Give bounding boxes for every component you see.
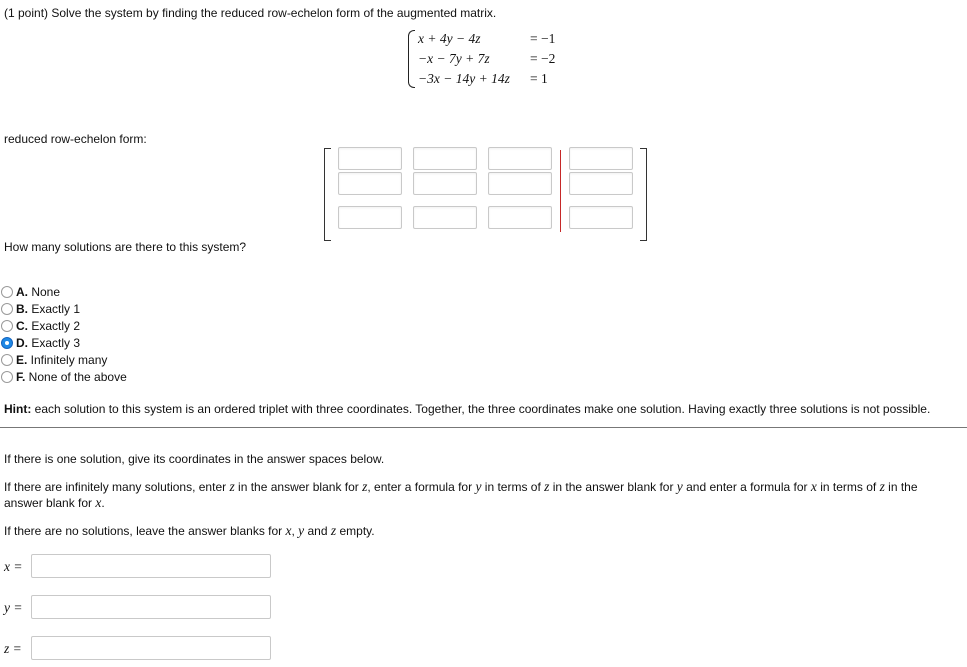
option-d-label[interactable]: [16, 336, 80, 350]
text: in the answer blank for: [549, 480, 677, 494]
matrix-cell-r3-c2[interactable]: [413, 206, 477, 229]
matrix-cell-r1-c4[interactable]: [569, 147, 633, 170]
option-letter: D.: [16, 336, 28, 350]
rref-label: reduced row-echelon form:: [4, 132, 147, 146]
equation-1-rhs: = −1: [530, 31, 556, 46]
matrix-cell-r2-c1[interactable]: [338, 172, 402, 195]
var: z: [362, 479, 368, 494]
equation-2-lhs: −x − 7y + 7z: [418, 51, 490, 66]
x-label: x =: [4, 559, 23, 574]
var: z: [229, 479, 235, 494]
matrix-cell-r1-c3[interactable]: [488, 147, 552, 170]
instruction-infinite: [4, 479, 944, 511]
var: z: [330, 523, 337, 538]
option-text: Infinitely many: [27, 353, 108, 367]
hint-text: each solution to this system is an ordered triplet with three coordinates. Together, the three coordinates make one solution. Having exactly three solutions is not possible.: [31, 402, 931, 416]
problem-header: (1 point) Solve the system by finding the reduced row-echelon form of the augmented matrix.: [4, 6, 497, 20]
option-b-label[interactable]: [16, 302, 80, 316]
radio-option-c[interactable]: [1, 320, 13, 332]
matrix-cell-r3-c4[interactable]: [569, 206, 633, 229]
text: and: [304, 524, 331, 538]
var: z: [544, 479, 550, 494]
left-brace: [408, 30, 415, 88]
hint-label: Hint:: [4, 402, 32, 416]
question-label: How many solutions are there to this system?: [4, 240, 247, 254]
option-text: None of the above: [25, 370, 127, 384]
matrix-cell-r1-c2[interactable]: [413, 147, 477, 170]
text: in the answer blank for: [234, 480, 363, 494]
matrix-right-bracket: [640, 148, 647, 241]
option-e-label[interactable]: [16, 353, 107, 367]
matrix-cell-r2-c4[interactable]: [569, 172, 633, 195]
equation-2-rhs: = −2: [530, 51, 556, 66]
option-text: Exactly 1: [28, 302, 81, 316]
var: y: [298, 523, 305, 538]
option-f-label[interactable]: [16, 370, 127, 384]
z-label: z =: [4, 641, 22, 656]
var: x: [810, 479, 817, 494]
divider: [0, 427, 967, 428]
option-letter: E.: [16, 353, 28, 367]
instruction-one-solution: If there is one solution, give its coordinates in the answer spaces below.: [4, 452, 385, 466]
option-text: Exactly 2: [28, 319, 81, 333]
matrix-cell-r2-c2[interactable]: [413, 172, 477, 195]
text: in the: [884, 480, 918, 494]
matrix-cell-r2-c3[interactable]: [488, 172, 552, 195]
equation-3-lhs: −3x − 14y + 14z: [418, 71, 510, 86]
text: ,: [291, 524, 299, 538]
radio-option-f[interactable]: [1, 371, 13, 383]
text: and enter a formula for: [682, 480, 811, 494]
y-answer-input[interactable]: [31, 595, 271, 619]
option-text: Exactly 3: [28, 336, 81, 350]
radio-option-b[interactable]: [1, 303, 13, 315]
var: x: [285, 523, 292, 538]
option-letter: C.: [16, 319, 28, 333]
hint: [4, 402, 930, 416]
option-letter: A.: [16, 285, 28, 299]
radio-option-d[interactable]: [1, 337, 13, 349]
equation-3-rhs: = 1: [530, 71, 548, 86]
text: If there are infinitely many solutions, enter: [4, 480, 230, 494]
option-letter: B.: [16, 302, 28, 316]
option-c-label[interactable]: [16, 319, 80, 333]
option-letter: F.: [16, 370, 26, 384]
var: x: [95, 495, 102, 510]
matrix-cell-r1-c1[interactable]: [338, 147, 402, 170]
z-answer-input[interactable]: [31, 636, 271, 660]
matrix-left-bracket: [324, 148, 331, 241]
y-label: y =: [4, 600, 23, 615]
x-answer-input[interactable]: [31, 554, 271, 578]
var: y: [475, 479, 482, 494]
option-text: None: [28, 285, 61, 299]
equation-1-lhs: x + 4y − 4z: [418, 31, 481, 46]
augment-separator: [560, 150, 561, 232]
matrix-cell-r3-c1[interactable]: [338, 206, 402, 229]
var: y: [676, 479, 683, 494]
option-a-label[interactable]: [16, 285, 60, 299]
text: in terms of: [816, 480, 880, 494]
text: .: [101, 496, 105, 510]
instruction-none: [4, 523, 375, 539]
text: If there are no solutions, leave the answer blanks for: [4, 524, 286, 538]
text: in terms of: [481, 480, 545, 494]
var: z: [879, 479, 885, 494]
text: answer blank for: [4, 496, 96, 510]
text: empty.: [336, 524, 375, 538]
matrix-cell-r3-c3[interactable]: [488, 206, 552, 229]
radio-option-e[interactable]: [1, 354, 13, 366]
radio-option-a[interactable]: [1, 286, 13, 298]
text: , enter a formula for: [367, 480, 476, 494]
